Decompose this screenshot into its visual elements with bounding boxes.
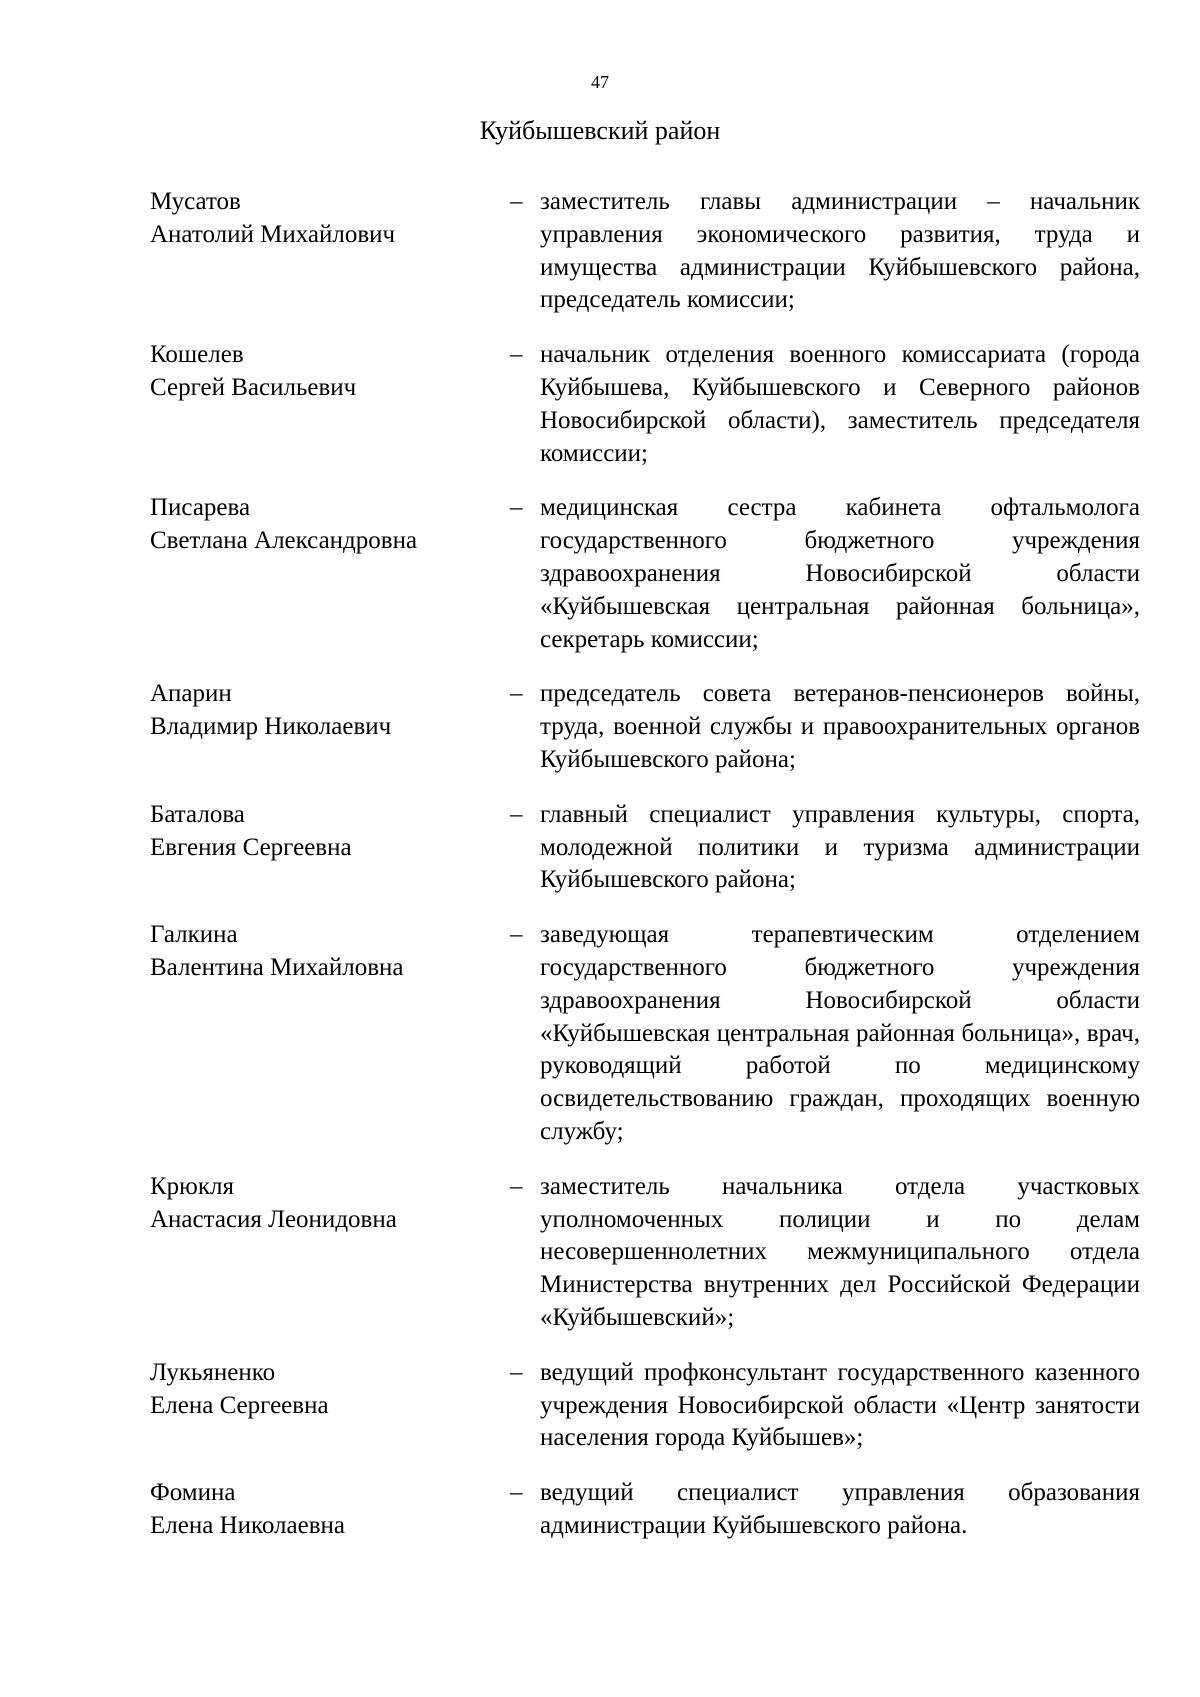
member-given-names: Елена Николаевна	[150, 1511, 345, 1539]
member-given-names: Анатолий Михайлович	[150, 220, 396, 248]
member-given-names: Валентина Михайловна	[150, 953, 404, 981]
member-row	[150, 339, 1140, 470]
dash-separator: –	[510, 1358, 523, 1386]
member-row	[150, 1357, 1140, 1455]
member-surname: Кошелев	[150, 341, 244, 369]
member-role: заведующая терапевтическим отделением государственного бюджетного учреждения здравоохранения Новосибирской области «Куйбышевская центральная районная больница», врач, руководящий работой по медицинскому освидетельствованию граждан, проходящих военную службу;	[540, 921, 1140, 1145]
member-role: ведущий профконсультант государственного казенного учреждения Новосибирской области «Центр занятости населения города Куйбышев»;	[540, 1358, 1140, 1452]
member-given-names: Светлана Александровна	[150, 527, 418, 555]
commission-members-list	[150, 186, 1140, 1565]
member-name	[150, 678, 510, 776]
member-given-names: Владимир Николаевич	[150, 713, 392, 741]
member-surname: Апарин	[150, 680, 232, 708]
member-surname: Крюкля	[150, 1172, 234, 1200]
member-role: заместитель главы администрации – начальник управления экономического развития, труда и имущества администрации Куйбышевского района, председатель комиссии;	[540, 188, 1140, 314]
member-role: главный специалист управления культуры, спорта, молодежной политики и туризма администрации Куйбышевского района;	[540, 800, 1140, 894]
member-surname: Писарева	[150, 494, 251, 522]
member-name	[150, 186, 510, 317]
dash-separator: –	[510, 1479, 523, 1507]
dash-separator: –	[510, 341, 523, 369]
dash-separator: –	[510, 1172, 523, 1200]
member-surname: Лукьяненко	[150, 1358, 276, 1386]
member-given-names: Елена Сергеевна	[150, 1391, 329, 1419]
member-role: ведущий специалист управления образования администрации Куйбышевского района.	[540, 1479, 1140, 1539]
member-surname: Баталова	[150, 800, 245, 828]
member-role: начальник отделения военного комиссариата (города Куйбышева, Куйбышевского и Северного районов Новосибирской области), заместитель председателя комиссии;	[540, 341, 1140, 467]
member-name	[150, 1171, 510, 1335]
member-row	[150, 1171, 1140, 1335]
member-given-names: Евгения Сергеевна	[150, 833, 352, 861]
member-row	[150, 492, 1140, 656]
member-name	[150, 339, 510, 470]
member-row	[150, 919, 1140, 1149]
member-surname: Мусатов	[150, 188, 241, 215]
dash-separator: –	[510, 494, 523, 522]
page-number: 47	[591, 72, 609, 92]
member-name	[150, 919, 510, 1149]
member-row	[150, 678, 1140, 776]
member-role: заместитель начальника отдела участковых уполномоченных полиции и по делам несовершеннолетних межмуниципального отдела Министерства внутренних дел Российской Федерации «Куйбышевский»;	[540, 1172, 1140, 1331]
dash-separator: –	[510, 800, 523, 828]
dash-separator: –	[510, 188, 523, 215]
dash-separator: –	[510, 921, 523, 949]
member-name	[150, 492, 510, 656]
member-name	[150, 799, 510, 897]
dash-separator: –	[510, 680, 523, 708]
member-surname: Галкина	[150, 921, 238, 949]
member-name	[150, 1357, 510, 1455]
member-given-names: Анастасия Леонидовна	[150, 1205, 397, 1233]
member-role: председатель совета ветеранов-пенсионеров войны, труда, военной службы и правоохранительных органов Куйбышевского района;	[540, 680, 1140, 773]
member-surname: Фомина	[150, 1479, 236, 1507]
member-row	[150, 799, 1140, 897]
member-role: медицинская сестра кабинета офтальмолога государственного бюджетного учреждения здравоохранения Новосибирской области «Куйбышевская центральная районная больница», секретарь комиссии;	[540, 494, 1140, 653]
member-row	[150, 186, 1140, 317]
member-row	[150, 1477, 1140, 1543]
member-name	[150, 1477, 510, 1543]
member-given-names: Сергей Васильевич	[150, 373, 357, 401]
section-title: Куйбышевский район	[479, 116, 721, 145]
